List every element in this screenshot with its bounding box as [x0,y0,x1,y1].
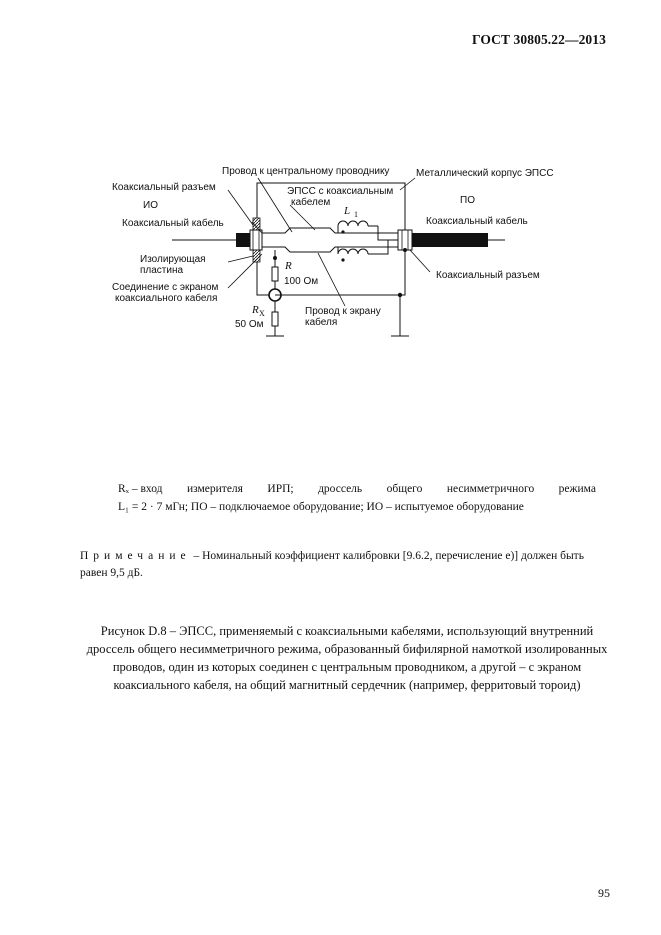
right-coax-cable [412,233,488,247]
label-wire-to-shield-line2: кабеля [305,317,338,328]
label-wire-to-shield-line1: Провод к экрану [305,306,381,317]
label-rx-value: 50 Ом [235,319,264,330]
choke-l1 [338,221,398,254]
left-coax-connector [250,230,262,250]
legend-word: измерителя [186,483,243,495]
label-wire-to-center: Провод к центральному проводнику [222,166,390,177]
legend-word: режима [558,483,596,495]
label-metal-case: Металлический корпус ЭПСС [416,168,554,179]
legend-word: несимметричного [446,483,535,495]
legend-word: дроссель [318,483,363,495]
label-io: ИО [143,200,158,211]
resistor-r [272,267,278,281]
ground-junction-dot [398,293,402,297]
insulating-plate-bottom [253,250,260,262]
label-rx-symbol: R [252,304,259,316]
label-coax-cable-left: Коаксиальный кабель [122,218,224,229]
note-text: – Номинальный коэффициент калибровки [9.6.2, перечисление е)] должен быть равен 9,5 дБ. [80,550,584,579]
label-r-value: 100 Ом [284,276,319,287]
label-insulating-line1: Изолирующая [140,254,206,265]
legend-word: общего [386,483,423,495]
label-insulating-line2: пластина [140,265,184,276]
label-r-symbol: R [285,260,292,272]
page-number: 95 [598,886,610,900]
label-coax-connector-right: Коаксиальный разъем [436,270,540,281]
right-connector-dot [403,248,407,252]
note-heading: Примечание [80,550,191,562]
label-coax-connector-left: Коаксиальный разъем [112,182,216,193]
label-epss-line1: ЭПСС с коаксиальным [287,186,394,197]
legend-line-1 [118,483,596,495]
standard-header: ГОСТ 30805.22—2013 [472,32,606,47]
figure-caption: Рисунок D.8 – ЭПСС, применяемый с коаксиальными кабелями, использующий внутренний дроссель общего несимметричного режима, образованный бифилярной намоткой изолированных проводов, один из которых соединен с центральным проводником, а другой – с экраном коаксиального кабеля, на общий магнитный сердечник (например, ферритовый тороид) [86,624,608,692]
legend-word: Rₓ – вход [118,483,163,495]
note-paragraph [80,548,613,582]
label-coax-cable-right: Коаксиальный кабель [426,216,528,227]
label-l-subscript: 1 [354,210,358,219]
label-l-symbol: L [344,205,351,217]
right-coax-connector [398,230,412,250]
legend-line-2: L₁ = 2 · 7 мГн; ПО – подключаемое оборудование; ИО – испытуемое оборудование [118,501,524,513]
label-po: ПО [460,195,475,206]
resistor-chain [269,250,281,336]
choke-dot-top [341,230,344,233]
junction-dot-r [273,256,277,260]
label-shield-conn-line2: коаксиального кабеля [115,293,218,304]
choke-dot-bottom [341,258,344,261]
label-shield-conn-line1: Соединение с экраном [112,282,219,293]
label-rx-subscript: X [259,309,265,318]
legend-word: ИРП; [267,483,294,495]
resistor-rx [272,312,278,326]
label-epss-line2: кабелем [291,197,331,208]
